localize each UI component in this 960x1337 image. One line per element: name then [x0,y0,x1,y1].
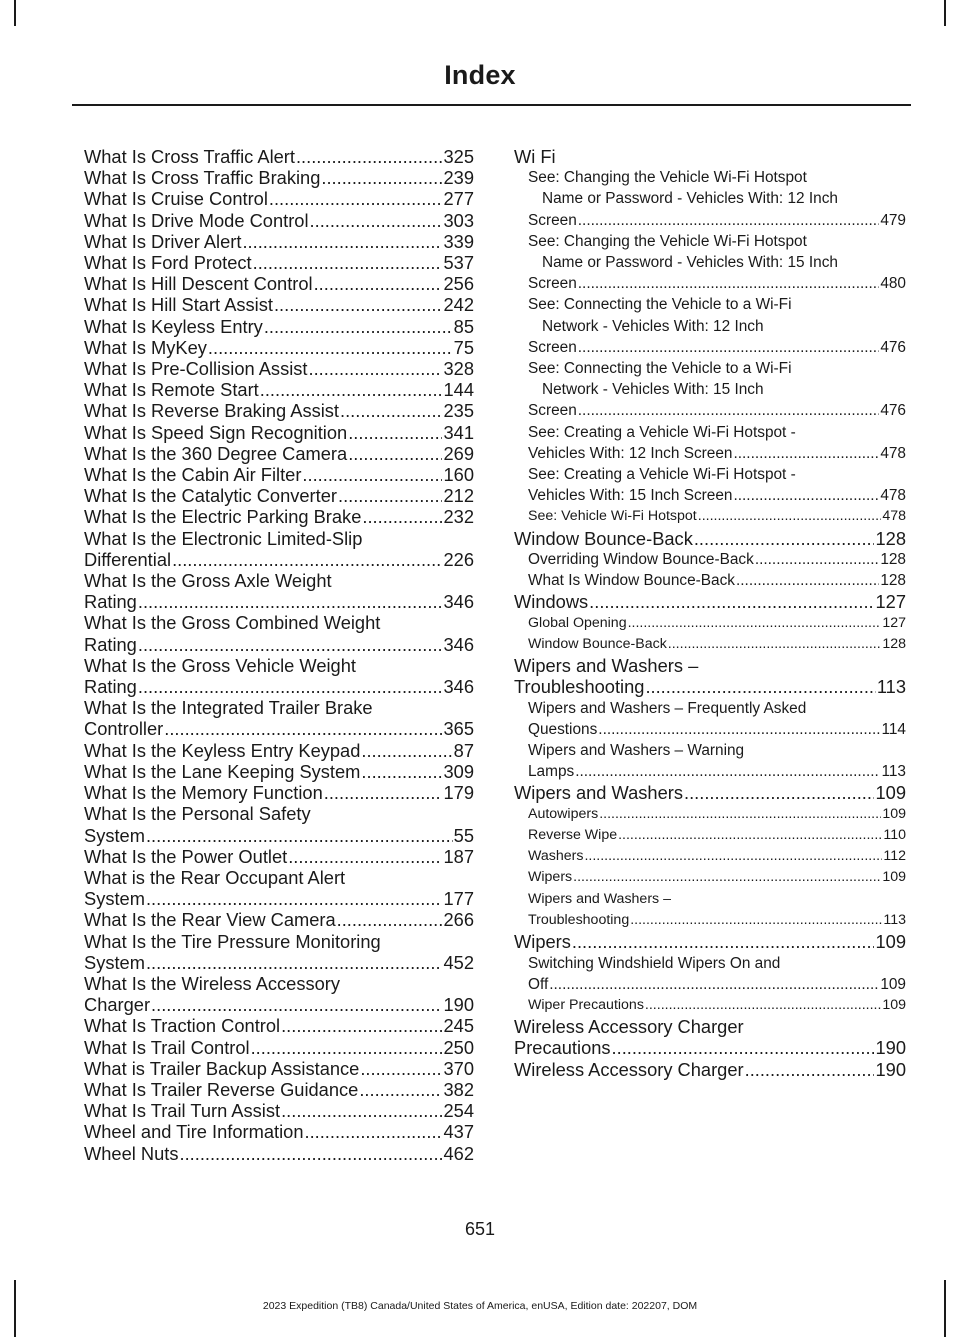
dot-leader [698,506,882,527]
index-entry [514,422,906,464]
index-entry [514,570,906,591]
dot-leader [599,804,881,825]
entry-text-line: What Is the Cabin Air Filter [84,464,302,486]
dot-leader [589,591,874,612]
entry-text-line: What Is Cross Traffic Alert [84,146,295,167]
index-entry [514,846,906,867]
entry-page-number[interactable]: 266 [443,909,474,931]
index-entry [84,570,474,612]
entry-text-line: Windows [514,591,589,613]
index-entry [84,316,474,337]
dot-leader [296,146,443,167]
entry-page-number[interactable]: 55 [453,824,474,846]
entry-page-number[interactable]: 144 [443,379,474,401]
entry-text-line: Charger [84,994,151,1016]
entry-text-line: Name or Password - Vehicles With: 15 Inch [542,254,838,272]
entry-text-line: What Is Trailer Reverse Guidance [84,1078,359,1100]
page-number: 651 [464,1219,496,1239]
entry-page-number[interactable]: 309 [443,760,474,782]
entry-page-number[interactable]: 113 [876,676,906,698]
dot-leader [572,931,875,952]
index-entry [514,146,906,167]
index-entry [84,1037,474,1058]
dot-leader [360,1058,442,1079]
dot-leader [302,464,442,485]
index-entry [84,422,474,443]
index-entry [84,761,474,782]
entry-text-line: What Is Hill Start Assist [84,294,273,316]
index-entry [514,231,906,295]
entry-text-line: What Is Driver Alert [84,230,242,252]
entry-text-line: What is Trailer Backup Assistance [84,1057,360,1079]
dot-leader [645,995,881,1016]
dot-leader [172,549,442,570]
entry-text-line: Window Bounce-Back [514,527,693,549]
dot-leader [281,1015,442,1036]
index-entry [514,1059,906,1080]
index-entry [84,1079,474,1100]
entry-text-line: Name or Password - Vehicles With: 12 Inch [542,190,838,208]
index-entry [514,655,906,697]
entry-page-number[interactable]: 232 [443,506,474,528]
dot-leader [288,846,442,867]
entry-page-number[interactable]: 479 [880,211,906,229]
index-entry [84,443,474,464]
index-entry [84,1100,474,1121]
dot-leader [340,400,442,421]
dot-leader [584,846,882,867]
dot-leader [549,974,879,995]
dot-leader [310,210,443,231]
entry-text-line: See: Connecting the Vehicle to a Wi-Fi [528,360,792,378]
entry-text-line: Wiper Precautions [528,996,644,1013]
entry-page-number[interactable]: 109 [875,782,906,804]
crop-mark-top-left [14,0,16,26]
entry-text-line: What Is the 360 Degree Camera [84,442,348,464]
dot-leader [575,761,880,782]
entry-page-number[interactable]: 346 [443,591,474,613]
entry-page-number[interactable]: 346 [443,633,474,655]
entry-page-number[interactable]: 303 [443,209,474,231]
entry-text-line: Rating [84,591,137,613]
entry-text-line: What is the Rear Occupant Alert [84,866,346,888]
entry-text-line: System [84,824,145,846]
index-entry [514,804,906,825]
dot-leader [745,1059,875,1080]
entry-page-number[interactable]: 190 [875,1037,906,1059]
entry-text-line: What Is the Tire Pressure Monitoring [84,930,381,952]
dot-leader [138,676,443,697]
entry-page-number[interactable]: 245 [443,1015,474,1037]
index-entry [514,634,906,655]
index-entry [84,1015,474,1036]
entry-text-line: System [84,888,145,910]
entry-page-number[interactable]: 128 [880,572,906,590]
entry-text-line: What Is the Electronic Limited-Slip [84,527,363,549]
index-entry [84,612,474,654]
dot-leader [645,676,875,697]
index-entry [514,294,906,358]
dot-leader [348,443,442,464]
entry-page-number[interactable]: 190 [875,1058,906,1080]
index-entry [84,337,474,358]
entry-page-number[interactable]: 256 [443,273,474,295]
entry-text-line: What Is Remote Start [84,379,259,401]
index-entry [84,782,474,803]
index-entry [514,782,906,803]
index-entry [514,825,906,846]
index-entry [84,464,474,485]
dot-leader [251,1037,443,1058]
entry-text-line: See: Creating a Vehicle Wi-Fi Hotspot - [528,423,796,441]
entry-text-line: See: Changing the Vehicle Wi-Fi Hotspot [528,232,807,250]
entry-page-number[interactable]: 382 [443,1078,474,1100]
dot-leader [359,1079,442,1100]
entry-page-number[interactable]: 242 [443,294,474,316]
entry-text-line: Screen [528,275,577,293]
index-entry [84,210,474,231]
index-entry [84,358,474,379]
entry-text-line: Wipers [528,869,573,886]
entry-page-number[interactable]: 346 [443,676,474,698]
index-column-left [84,146,474,1164]
entry-text-line: Wipers and Washers [514,782,683,804]
dot-leader [151,994,442,1015]
dot-leader [733,443,879,464]
entry-text-line: Wireless Accessory Charger [514,1058,744,1080]
dot-leader [324,782,443,803]
entry-text-line: Vehicles With: 15 Inch Screen [528,487,733,505]
index-entry [84,506,474,527]
dot-leader [578,273,880,294]
index-entry [84,909,474,930]
dot-leader [630,910,882,931]
entry-page-number[interactable]: 480 [880,275,906,293]
entry-text-line: What Is the Wireless Accessory [84,972,341,994]
index-entry [84,294,474,315]
entry-text-line: What Is Cruise Control [84,188,268,210]
entry-page-number[interactable]: 476 [880,338,906,356]
index-entry [514,1016,906,1058]
entry-page-number[interactable]: 478 [882,508,906,525]
entry-text-line: See: Vehicle Wi-Fi Hotspot [528,508,697,525]
dot-leader [694,528,875,549]
index-entry [514,167,906,231]
footer-edition-info: 2023 Expedition (TB8) Canada/United States of America, enUSA, Edition date: 202207, DOM [262,1300,698,1312]
index-entry [84,655,474,697]
entry-text-line: What Is the Catalytic Converter [84,485,337,507]
dot-leader [180,1143,443,1164]
entry-page-number[interactable]: 254 [443,1100,474,1122]
entry-text-line: Overriding Window Bounce-Back [528,550,754,568]
entry-text-line: What Is Trail Turn Assist [84,1100,281,1122]
index-entry [84,1143,474,1164]
entry-text-line: Wipers and Washers – [528,890,671,907]
dot-leader [146,952,443,973]
entry-text-line: What Is the Gross Vehicle Weight [84,654,356,676]
entry-text-line: Vehicles With: 12 Inch Screen [528,444,733,462]
dot-leader [208,337,453,358]
entry-page-number[interactable]: 75 [453,336,474,358]
entry-page-number[interactable]: 127 [875,591,906,613]
index-entry [84,931,474,973]
entry-text-line: What Is the Lane Keeping System [84,760,361,782]
index-entry [84,867,474,909]
entry-text-line: Screen [528,338,577,356]
index-entry [84,803,474,845]
index-entry [84,379,474,400]
entry-page-number[interactable]: 109 [882,805,906,822]
dot-leader [668,634,882,655]
index-entry [84,167,474,188]
index-entry [84,485,474,506]
index-entry [84,188,474,209]
entry-text-line: What Is the Power Outlet [84,845,288,867]
entry-text-line: Window Bounce-Back [528,635,667,652]
entry-text-line: What Is the Rear View Camera [84,909,336,931]
index-entry [514,931,906,952]
entry-page-number[interactable]: 128 [875,527,906,549]
entry-text-line: What Is Trail Control [84,1036,250,1058]
entry-page-number[interactable]: 476 [880,402,906,420]
dot-leader [304,1121,442,1142]
entry-page-number[interactable]: 328 [443,358,474,380]
entry-page-number[interactable]: 110 [883,826,906,843]
dot-leader [264,316,453,337]
entry-text-line: What Is Drive Mode Control [84,209,309,231]
index-entry [84,528,474,570]
entry-text-line: Lamps [528,763,575,781]
entry-page-number[interactable]: 462 [443,1142,474,1164]
dot-leader [314,273,443,294]
index-entry [514,698,906,740]
entry-text-line: Washers [528,848,584,865]
index-entry [514,889,906,932]
entry-page-number[interactable]: 85 [453,315,474,337]
index-entry [84,740,474,761]
entry-page-number[interactable]: 478 [880,444,906,462]
dot-leader [733,485,879,506]
dot-leader [146,825,453,846]
dot-leader [260,379,443,400]
index-entry [84,273,474,294]
entry-page-number[interactable]: 114 [881,720,906,738]
entry-text-line: What Is Ford Protect [84,252,252,274]
entry-page-number[interactable]: 277 [443,188,474,210]
entry-text-line: Rating [84,633,137,655]
entry-page-number[interactable]: 113 [881,763,906,781]
entry-page-number[interactable]: 235 [443,400,474,422]
dot-leader [146,888,443,909]
entry-text-line: What Is Hill Descent Control [84,273,313,295]
index-entry [514,995,906,1016]
entry-text-line: What Is the Integrated Trailer Brake [84,697,373,719]
entry-page-number[interactable]: 437 [443,1121,474,1143]
entry-page-number[interactable]: 128 [880,550,906,568]
entry-page-number[interactable]: 113 [883,912,906,929]
dot-leader [362,506,442,527]
dot-leader [578,337,880,358]
dot-leader [573,867,881,888]
crop-mark-top-right [944,0,946,26]
entry-page-number[interactable]: 109 [875,931,906,953]
entry-text-line: What Is Window Bounce-Back [528,572,735,590]
index-entry [84,252,474,273]
entry-page-number[interactable]: 112 [883,848,906,865]
entry-text-line: Wipers and Washers – Warning [528,741,745,759]
entry-page-number[interactable]: 226 [443,548,474,570]
dot-leader [348,422,442,443]
index-column-right [514,146,906,1080]
entry-page-number[interactable]: 128 [882,635,906,652]
index-entry [84,846,474,867]
index-entry [514,613,906,634]
dot-leader [361,740,452,761]
dot-leader [337,909,443,930]
entry-text-line: What Is Keyless Entry [84,315,263,337]
entry-text-line: Troubleshooting [528,912,630,929]
entry-text-line: Wipers [514,931,571,953]
entry-text-line: What Is the Memory Function [84,782,323,804]
index-entry [84,1121,474,1142]
entry-text-line: Screen [528,211,577,229]
entry-page-number[interactable]: 109 [882,869,906,886]
entry-page-number[interactable]: 109 [882,996,906,1013]
dot-leader [618,825,882,846]
index-entry [514,358,906,422]
entry-page-number[interactable]: 478 [880,487,906,505]
dot-leader [164,718,442,739]
entry-text-line: See: Changing the Vehicle Wi-Fi Hotspot [528,169,807,187]
entry-page-number[interactable]: 341 [443,421,474,443]
entry-text-line: Wheel Nuts [84,1142,179,1164]
entry-page-number[interactable]: 187 [443,845,474,867]
index-entry [84,697,474,739]
entry-page-number[interactable]: 370 [443,1057,474,1079]
dot-leader [138,634,443,655]
index-entry [84,973,474,1015]
entry-text-line: Wipers and Washers – [514,655,699,677]
entry-page-number[interactable]: 537 [443,252,474,274]
entry-text-line: Network - Vehicles With: 12 Inch [542,317,764,335]
index-entry [514,591,906,612]
entry-text-line: Screen [528,402,577,420]
entry-text-line: What Is Reverse Braking Assist [84,400,340,422]
entry-page-number[interactable]: 339 [443,230,474,252]
dot-leader [253,252,443,273]
page-title: Index [444,60,516,90]
entry-page-number[interactable]: 325 [443,146,474,167]
entry-text-line: What Is the Electric Parking Brake [84,506,362,528]
entry-text-line: Off [528,975,549,993]
entry-text-line: Questions [528,720,598,738]
entry-text-line: What Is Pre-Collision Assist [84,358,308,380]
header-divider [72,104,911,106]
index-entry [514,528,906,549]
index-entry [514,867,906,888]
entry-text-line: Wi Fi [514,146,556,167]
entry-text-line: Differential [84,548,172,570]
entry-text-line: Switching Windshield Wipers On and [528,954,781,972]
entry-text-line: See: Creating a Vehicle Wi-Fi Hotspot - [528,466,796,484]
entry-text-line: Rating [84,676,137,698]
entry-text-line: What Is Speed Sign Recognition [84,421,348,443]
index-entry [514,740,906,782]
dot-leader [578,210,880,231]
entry-page-number[interactable]: 239 [443,167,474,189]
dot-leader [612,1037,875,1058]
entry-text-line: What Is MyKey [84,336,207,358]
dot-leader [338,485,443,506]
entry-page-number[interactable]: 365 [443,718,474,740]
dot-leader [361,761,442,782]
index-entry [514,953,906,995]
entry-page-number[interactable]: 109 [880,975,906,993]
entry-page-number[interactable]: 250 [443,1036,474,1058]
entry-text-line: What Is Traction Control [84,1015,281,1037]
entry-page-number[interactable]: 179 [443,782,474,804]
entry-text-line: What Is the Gross Combined Weight [84,612,381,634]
entry-text-line: System [84,951,145,973]
dot-leader [321,167,442,188]
entry-text-line: Global Opening [528,614,627,631]
entry-page-number[interactable]: 212 [443,485,474,507]
entry-text-line: Network - Vehicles With: 15 Inch [542,381,764,399]
dot-leader [281,1100,442,1121]
entry-page-number[interactable]: 160 [443,464,474,486]
entry-page-number[interactable]: 177 [443,888,474,910]
dot-leader [598,719,880,740]
entry-text-line: Troubleshooting [514,676,645,698]
entry-text-line: Wireless Accessory Charger [514,1016,744,1038]
entry-text-line: What Is the Keyless Entry Keypad [84,739,361,761]
entry-text-line: See: Connecting the Vehicle to a Wi-Fi [528,296,792,314]
dot-leader [309,358,443,379]
dot-leader [578,400,880,421]
entry-page-number[interactable]: 190 [443,994,474,1016]
entry-text-line: What Is the Personal Safety [84,803,311,825]
dot-leader [269,188,443,209]
entry-page-number[interactable]: 87 [453,739,474,761]
entry-text-line: Precautions [514,1037,611,1059]
index-entry [514,549,906,570]
index-entry [84,1058,474,1079]
dot-leader [684,782,874,803]
dot-leader [138,591,443,612]
index-entry [84,400,474,421]
entry-page-number[interactable]: 127 [882,614,906,631]
dot-leader [736,570,879,591]
entry-text-line: What Is Cross Traffic Braking [84,167,321,189]
index-entry [514,464,906,506]
entry-page-number[interactable]: 452 [443,951,474,973]
entry-text-line: Reverse Wipe [528,826,618,843]
entry-text-line: What Is the Gross Axle Weight [84,570,332,592]
index-entry [84,146,474,167]
dot-leader [274,294,443,315]
dot-leader [628,613,882,634]
index-entry [514,506,906,527]
index-entry [84,231,474,252]
dot-leader [242,231,442,252]
entry-text-line: Controller [84,718,164,740]
entry-page-number[interactable]: 269 [443,442,474,464]
entry-text-line: Autowipers [528,805,599,822]
entry-text-line: Wheel and Tire Information [84,1121,304,1143]
entry-text-line: Wipers and Washers – Frequently Asked [528,699,807,717]
dot-leader [755,549,879,570]
